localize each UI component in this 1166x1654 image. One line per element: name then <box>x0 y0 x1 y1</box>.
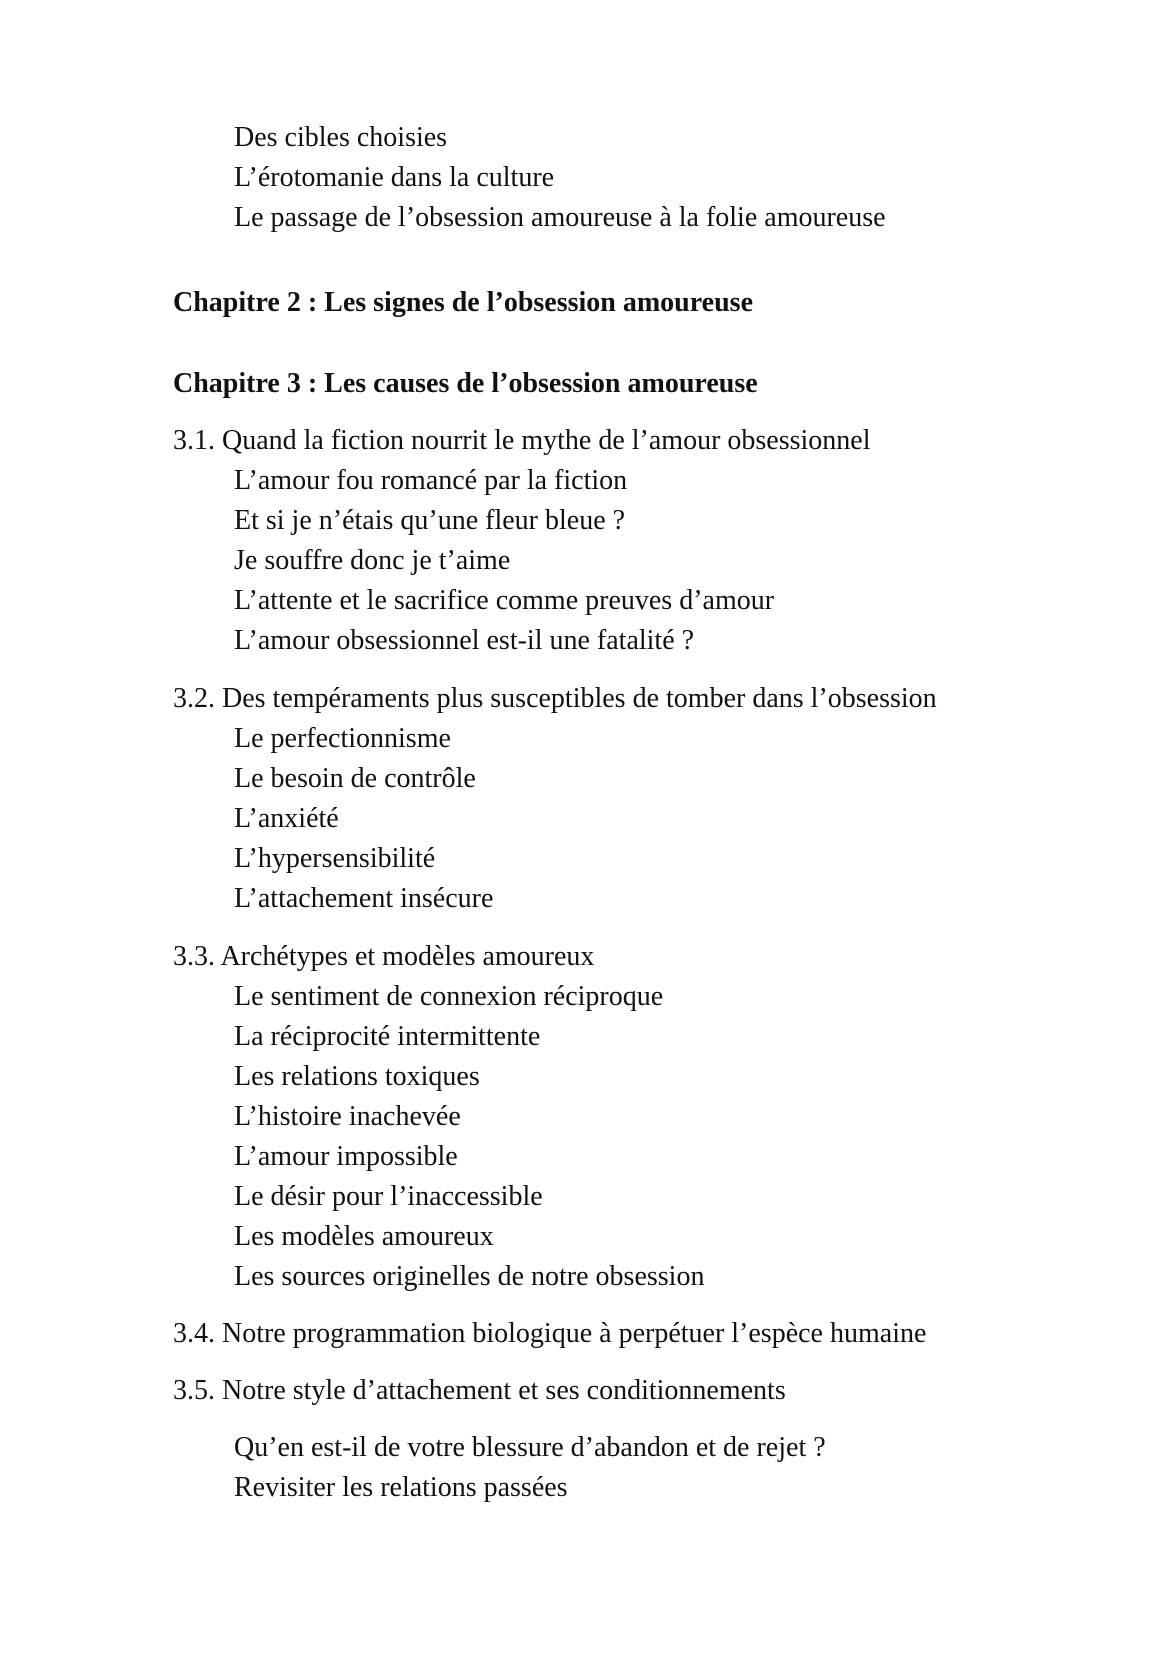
toc-entry: L’amour fou romancé par la fiction <box>234 465 628 496</box>
toc-entry: Et si je n’étais qu’une fleur bleue ? <box>234 505 626 536</box>
toc-entry: Les relations toxiques <box>234 1061 480 1092</box>
toc-entry: L’hypersensibilité <box>234 843 436 874</box>
toc-entry: L’attachement insécure <box>234 883 494 914</box>
section-heading: 3.1. Quand la fiction nourrit le mythe de l’amour obsessionnel <box>173 425 871 456</box>
toc-entry: L’amour obsessionnel est-il une fatalité ? <box>234 625 695 656</box>
toc-entry: Les sources originelles de notre obsession <box>234 1261 705 1292</box>
section-heading: 3.2. Des tempéraments plus susceptibles de tomber dans l’obsession <box>173 683 937 714</box>
toc-entry: L’histoire inachevée <box>234 1101 461 1132</box>
chapter-heading: Chapitre 3 : Les causes de l’obsession amoureuse <box>173 368 758 399</box>
toc-entry: Les modèles amoureux <box>234 1221 494 1252</box>
toc-entry: Le perfectionnisme <box>234 723 451 754</box>
section-heading: 3.5. Notre style d’attachement et ses conditionnements <box>173 1375 786 1406</box>
toc-entry: Le désir pour l’inaccessible <box>234 1181 543 1212</box>
toc-entry: Qu’en est-il de votre blessure d’abandon et de rejet ? <box>234 1432 826 1463</box>
toc-entry: L’attente et le sacrifice comme preuves d’amour <box>234 585 775 616</box>
toc-entry: Le besoin de contrôle <box>234 763 476 794</box>
toc-entry: L’érotomanie dans la culture <box>234 162 555 193</box>
section-heading: 3.4. Notre programmation biologique à perpétuer l’espèce humaine <box>173 1318 927 1349</box>
toc-entry: Des cibles choisies <box>234 122 448 153</box>
toc-entry: L’amour impossible <box>234 1141 458 1172</box>
toc-entry: Le passage de l’obsession amoureuse à la folie amoureuse <box>234 202 886 233</box>
toc-entry: Le sentiment de connexion réciproque <box>234 981 664 1012</box>
toc-entry: Revisiter les relations passées <box>234 1472 568 1503</box>
chapter-heading: Chapitre 2 : Les signes de l’obsession amoureuse <box>173 287 754 318</box>
section-heading: 3.3. Archétypes et modèles amoureux <box>173 941 595 972</box>
toc-entry: L’anxiété <box>234 803 339 834</box>
toc-entry: Je souffre donc je t’aime <box>234 545 511 576</box>
toc-entry: La réciprocité intermittente <box>234 1021 541 1052</box>
